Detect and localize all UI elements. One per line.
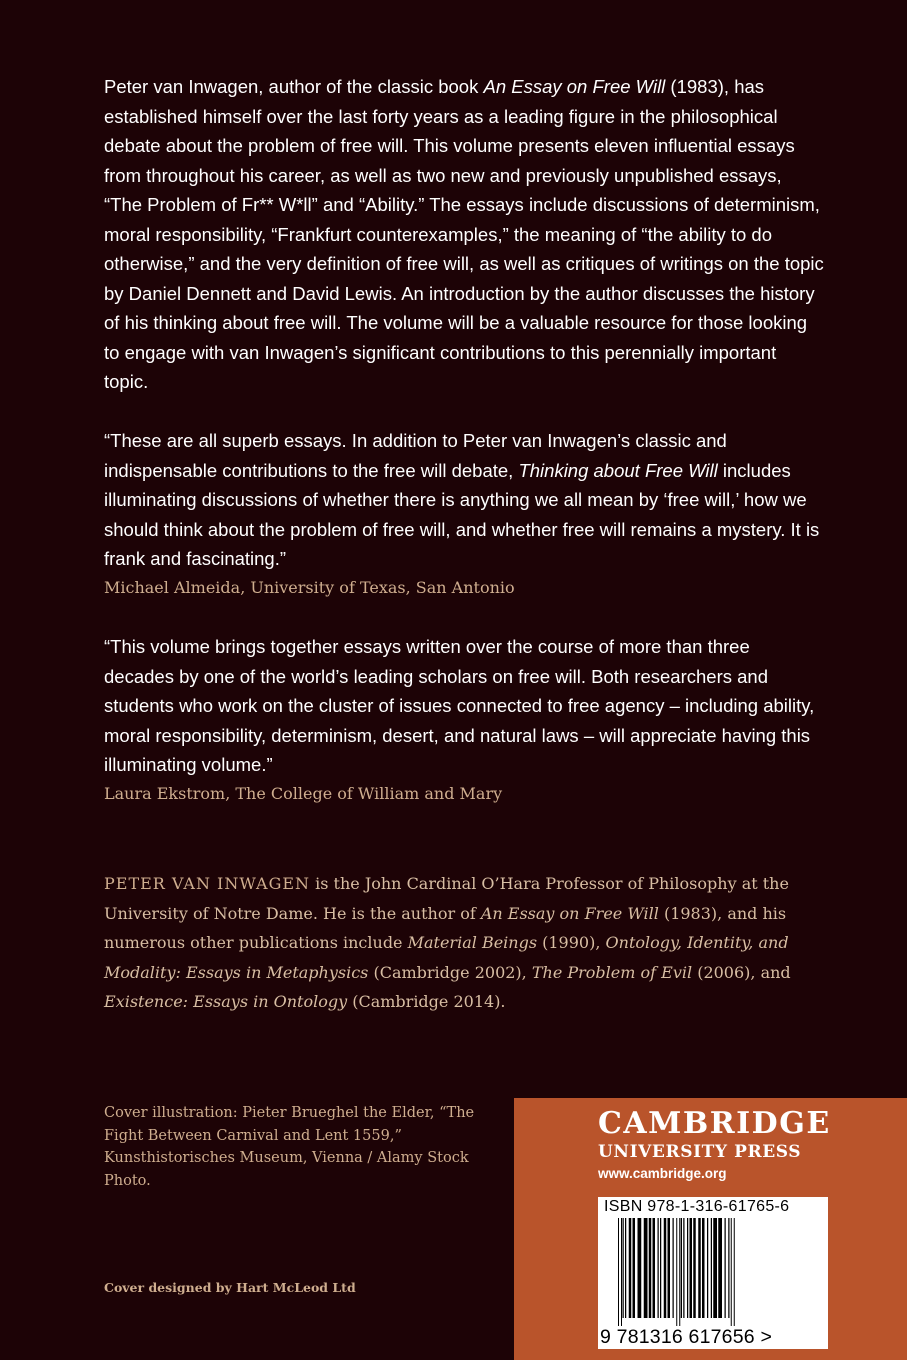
- cover-illustration-credit: Cover illustration: Pieter Brueghel the Elder, “The Fight Between Carnival and Lent 1559,” Kunsthistorisches Museum, Vienna / Alamy Stock Photo.: [104, 1105, 475, 1189]
- author-name: PETER VAN INWAGEN: [104, 874, 311, 893]
- bio-book-5: Existence: Essays in Ontology: [104, 992, 348, 1011]
- book-description: [104, 72, 824, 397]
- review-1-text-1: “These are all superb essays. In addition to Peter van Inwagen’s classic and indispensable contributions to the free will debate,: [104, 430, 727, 481]
- bio-book-4: The Problem of Evil: [531, 962, 693, 982]
- publisher-logo-name: CAMBRIDGE: [598, 1106, 831, 1141]
- barcode-bar: [625, 1218, 626, 1318]
- barcode-bar: [681, 1218, 682, 1318]
- barcode-bar: [673, 1218, 674, 1318]
- barcode-panel: [598, 1197, 828, 1349]
- bio-book-2: Material Beings: [407, 933, 538, 952]
- barcode-digits: 9 781316 617656 >: [600, 1326, 773, 1348]
- publisher-logo-press: UNIVERSITY PRESS: [598, 1142, 802, 1162]
- cover-designer-credit: Cover designed by Hart McLeod Ltd: [104, 1280, 356, 1295]
- barcode-bar: [702, 1218, 705, 1318]
- author-bio: [104, 869, 794, 1017]
- barcode-bar: [621, 1218, 622, 1326]
- bio-text-1: is the John Cardinal O’Hara Professor of Philosophy at the University of Notre Dame. He is the author of: [104, 874, 789, 923]
- barcode-bar: [711, 1218, 712, 1318]
- barcode-bar: [668, 1218, 671, 1318]
- bio-text-2: (1983), and his numerous other publications include: [104, 903, 787, 952]
- barcode-bar: [713, 1218, 717, 1318]
- publisher-url: www.cambridge.org: [598, 1166, 727, 1181]
- description-text-1: Peter van Inwagen, author of the classic book: [104, 76, 484, 97]
- bio-text-6: (Cambridge 2014).: [347, 992, 506, 1011]
- barcode-bar: [734, 1218, 735, 1326]
- barcode-bar: [725, 1218, 726, 1318]
- barcode-bar: [683, 1218, 684, 1318]
- barcode-icon: [604, 1218, 822, 1326]
- barcode-bar: [658, 1218, 659, 1318]
- review-1-book-title: Thinking about Free Will: [518, 459, 718, 481]
- bio-text-5: (2006), and: [692, 962, 791, 982]
- barcode-bar: [653, 1218, 656, 1318]
- barcode-bar: [718, 1218, 722, 1318]
- bio-text-4: (Cambridge 2002),: [368, 962, 532, 982]
- bio-book-1: An Essay on Free Will: [480, 903, 659, 923]
- barcode-bar: [728, 1218, 729, 1318]
- barcode-bar: [687, 1218, 688, 1318]
- review-1-attribution: Michael Almeida, University of Texas, San Antonio: [104, 578, 515, 597]
- barcode-bar: [623, 1218, 624, 1318]
- review-2-attribution: Laura Ekstrom, The College of William and Mary: [104, 784, 503, 803]
- barcode-bar: [660, 1218, 661, 1318]
- review-quote-1: [104, 426, 824, 574]
- barcode-bar: [676, 1218, 677, 1326]
- review-1-text-2: includes illuminating discussions of whether there is anything we all mean by ‘free will,’ how we should think about the problem of free will, and whether free will remains a mystery. It is frank and fascinating.”: [104, 459, 820, 569]
- barcode-bar: [731, 1218, 732, 1326]
- barcode-bar: [633, 1218, 636, 1318]
- bio-book-3: Ontology, Identity, and Modality: Essays in Metaphysics: [104, 933, 789, 982]
- barcode-bar: [707, 1218, 708, 1318]
- isbn-label: ISBN 978-1-316-61765-6: [604, 1198, 790, 1215]
- barcode-bar: [698, 1218, 701, 1318]
- description-book-title: An Essay on Free Will: [483, 76, 666, 97]
- barcode-bar: [649, 1218, 652, 1318]
- barcode-bar: [690, 1218, 693, 1318]
- publisher-block: [514, 1098, 907, 1360]
- bio-text-3: (1990),: [537, 933, 606, 952]
- barcode-bar: [679, 1218, 680, 1326]
- barcode-bar: [644, 1218, 648, 1318]
- barcode-bar: [664, 1218, 667, 1318]
- barcode-bar: [693, 1218, 696, 1318]
- description-text-2: (1983), has established himself over the last forty years as a leading figure in the philosophical debate about the problem of free will. This volume presents eleven influential essays from throughout his career, as well as two new and previously unpublished essays, “The Problem of Fr** W*ll” and “Ability.” The essays include discussions of determinism, moral responsibility, “Frankfurt counterexamples,” the meaning of “the ability to do otherwise,” and the very definition of free will, as well as critiques of writings on the topic by Daniel Dennett and David Lewis. An introduction by the author discusses the history of his thinking about free will. The volume will be a valuable resource for those looking to engage with van Inwagen’s significant contributions to this perennially important topic.: [104, 76, 824, 392]
- barcode-bar: [629, 1218, 632, 1318]
- barcode-bar: [618, 1218, 619, 1326]
- barcode-bar: [638, 1218, 642, 1318]
- review-quote-2: “This volume brings together essays written over the course of more than three decades by one of the world’s leading scholars on free will. Both researchers and students who work on the cluster of issues connected to free agency – including ability, moral responsibility, determinism, desert, and natural laws – will appreciate having this illuminating volume.”: [104, 636, 815, 775]
